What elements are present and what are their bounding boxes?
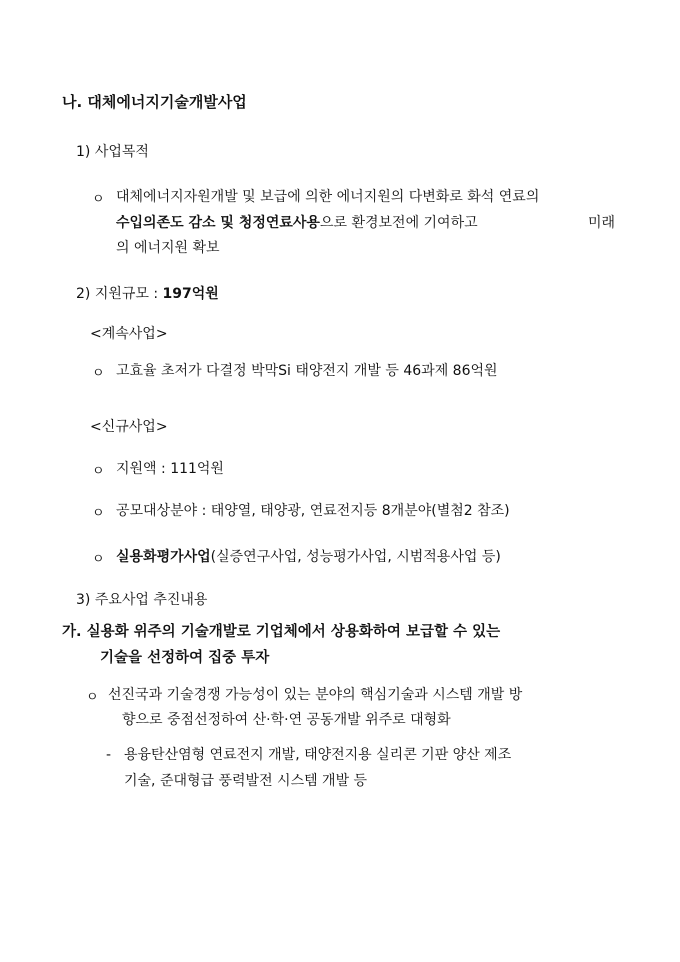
main-heading: 3) 주요사업 추진내용	[76, 592, 208, 608]
continuing-item: 고효율 초저가 다결정 박막Si 태양전지 개발 등 46과제 86억원	[116, 363, 498, 379]
bullet-icon: ㅇ	[86, 690, 99, 705]
purpose-line-2-tail: 미래	[588, 215, 616, 231]
purpose-line-2-rest: 으로 환경보전에 기여하고	[319, 215, 478, 231]
main-item-line-1: 선진국과 기술경쟁 가능성이 있는 분야의 핵심기술과 시스템 개발 방	[108, 687, 523, 703]
bullet-icon: ㅇ	[92, 552, 105, 567]
purpose-line-2	[116, 213, 478, 233]
purpose-emphasis: 수입의존도 감소 및 청정연료사용	[116, 215, 320, 231]
scale-total: 197억원	[162, 286, 219, 302]
continuing-label: <계속사업>	[90, 326, 168, 342]
dash-icon: -	[106, 747, 112, 763]
new-item-budget: 지원액 : 111억원	[116, 461, 224, 477]
sub-item-line-1: 용융탄산염형 연료전지 개발, 태양전지용 실리콘 기판 양산 제조	[124, 747, 512, 763]
practical-eval-detail: (실증연구사업, 성능평가사업, 시범적용사업 등)	[210, 549, 501, 565]
sub-item-line-2: 기술, 준대형급 풍력발전 시스템 개발 등	[124, 773, 368, 789]
section-title: 나. 대체에너지기술개발사업	[62, 93, 247, 111]
new-item-fields: 공모대상분야 : 태양열, 태양광, 연료전지등 8개분야(별첨2 참조)	[116, 503, 510, 519]
new-item-practical	[116, 547, 501, 567]
bullet-icon: ㅇ	[92, 192, 105, 207]
new-label: <신규사업>	[90, 419, 168, 435]
main-subtitle-line-2: 기술을 선정하여 집중 투자	[100, 650, 270, 666]
bullet-icon: ㅇ	[92, 464, 105, 479]
scale-heading-prefix: 2) 지원규모 :	[76, 286, 163, 302]
purpose-line-1: 대체에너지자원개발 및 보급에 의한 에너지원의 다변화로 화석 연료의	[116, 189, 540, 205]
bullet-icon: ㅇ	[92, 366, 105, 381]
purpose-line-3: 의 에너지원 확보	[116, 240, 220, 256]
bullet-icon: ㅇ	[92, 506, 105, 521]
main-subtitle-line-1: 가. 실용화 위주의 기술개발로 기업체에서 상용화하여 보급할 수 있는	[62, 624, 501, 640]
main-item-line-2: 향으로 중점선정하여 산·학·연 공동개발 위주로 대형화	[122, 712, 451, 728]
scale-heading	[76, 284, 219, 304]
purpose-heading: 1) 사업목적	[76, 144, 149, 160]
practical-eval-label: 실용화평가사업	[116, 549, 211, 565]
